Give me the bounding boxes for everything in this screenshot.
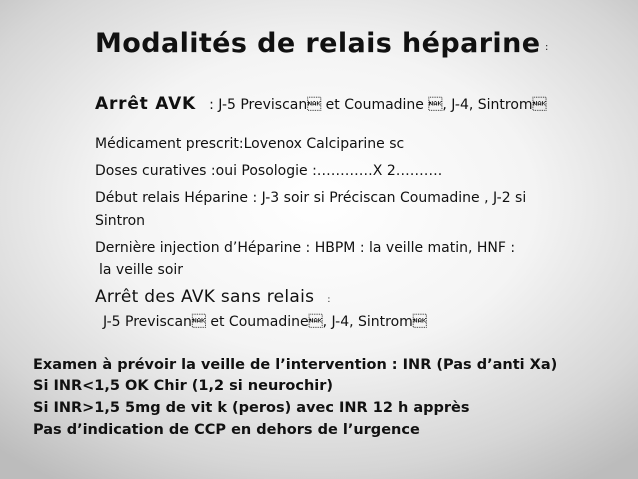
arret-avk-detail: : J-5 Previscan et Coumadine , J-4, Sintrom xyxy=(209,97,547,113)
derniere-injection-line-cont: la veille soir xyxy=(99,262,184,278)
arret-sans-relais-colon: : xyxy=(327,295,331,305)
slide-title: Modalités de relais héparine xyxy=(95,28,541,59)
title-colon: : xyxy=(545,42,549,53)
exam-line-1: Examen à prévoir la veille de l’intervention : INR (Pas d’anti Xa) xyxy=(33,357,558,373)
arret-sans-relais-line xyxy=(95,287,330,307)
arret-sans-relais-detail: J-5 Previscan et Coumadine, J-4, Sintrom xyxy=(103,314,427,330)
debut-relais-line: Début relais Héparine : J-3 soir si Préciscan Coumadine , J-2 si xyxy=(95,190,527,206)
derniere-injection-line: Dernière injection d’Héparine : HBPM : la veille matin, HNF : xyxy=(95,240,516,256)
debut-relais-line-cont: Sintron xyxy=(95,213,146,229)
arret-sans-relais-label: Arrêt des AVK sans relais xyxy=(95,287,315,307)
exam-line-3: Si INR>1,5 5mg de vit k (peros) avec INR 12 h apprès xyxy=(33,400,470,416)
exam-line-2: Si INR<1,5 OK Chir (1,2 si neurochir) xyxy=(33,378,334,394)
arret-avk-line xyxy=(95,94,547,114)
medicament-line: Médicament prescrit:Lovenox Calciparine sc xyxy=(95,136,405,152)
arret-avk-label: Arrêt AVK xyxy=(95,94,197,114)
exam-line-4: Pas d’indication de CCP en dehors de l’urgence xyxy=(33,422,420,438)
doses-line: Doses curatives :oui Posologie :…………X 2………. xyxy=(95,163,443,179)
